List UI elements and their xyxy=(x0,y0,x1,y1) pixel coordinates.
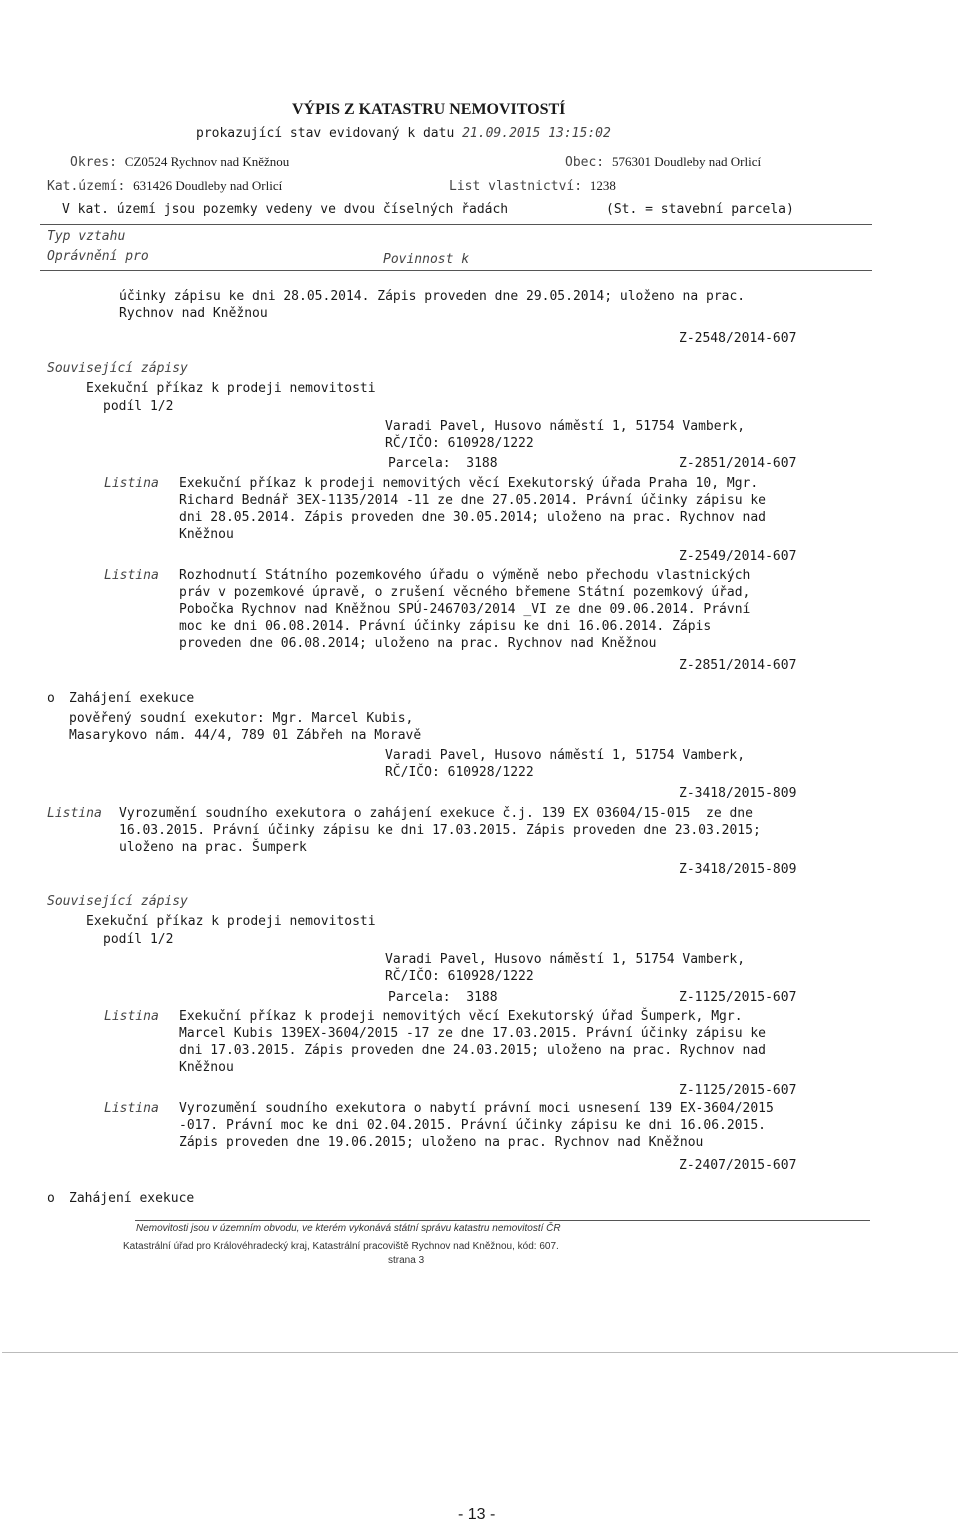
povinnost-k-label: Povinnost k xyxy=(383,252,470,267)
rady-note: V kat. území jsou pozemky vedeny ve dvou číselných řadách xyxy=(62,202,509,217)
scan-edge-line xyxy=(2,1352,958,1353)
listina-label: Listina xyxy=(104,1009,159,1024)
bullet: o xyxy=(47,1191,55,1206)
footer-page-label: strana 3 xyxy=(388,1255,425,1266)
bullet: o xyxy=(47,691,55,706)
parcela-row: Parcela: 3188 xyxy=(388,456,498,471)
podil-label: podíl 1/2 xyxy=(103,932,174,947)
parcela-value: 3188 xyxy=(466,990,498,1005)
document-title: VÝPIS Z KATASTRU NEMOVITOSTÍ xyxy=(292,101,566,118)
listina-text: Rozhodnutí Státního pozemkového úřadu o výměně nebo přechodu vlastnických práv v pozemkové úpravě, o zrušení věcného břemene Státní pozemkový úřad, Pobočka Rychnov nad Kněžnou SPÚ-246703/2014 _VI ze dne 09.06.2014. Právní moc ke dni 06.08.2014. Právní účinky zápisu ke dni 16.06.2014. Zápis proveden dne 06.08.2014; uloženo na prac. Rychnov nad Kněžnou xyxy=(179,568,751,651)
parcela-value: 3188 xyxy=(466,456,498,471)
listina-text: Vyrozumění soudního exekutora o nabytí právní moci usnesení 139 EX-3604/2015 -017. Právní moc ke dni 02.04.2015. Právní účinky zápisu ke dni 16.06.2015. Zápis proveden dne 19.06.2015; uloženo na prac. Rychnov nad Kněžnou xyxy=(179,1101,774,1150)
listina-text: Vyrozumění soudního exekutora o zahájení exekuce č.j. 139 EX 03604/15-015 ze dne 16.03.2015. Právní účinky zápisu ke dni 17.03.2015. Zápis proveden dne 23.03.2015; uloženo na prac. Šumperk xyxy=(119,806,761,855)
katuzemi-row: Kat.území: 631426 Doudleby nad Orlicí xyxy=(47,178,283,194)
header-divider-top xyxy=(40,224,872,225)
lv-row: List vlastnictví: 1238 xyxy=(449,178,616,194)
rady-legend: (St. = stavební parcela) xyxy=(606,202,794,217)
footer-divider xyxy=(135,1220,870,1221)
ref-z-3418: Z-3418/2015-809 xyxy=(679,786,797,801)
page-number: - 13 - xyxy=(458,1506,496,1523)
parcela-row: Parcela: 3188 xyxy=(388,990,498,1005)
ref-z-2548: Z-2548/2014-607 xyxy=(679,331,797,346)
ref-z-2549: Z-2549/2014-607 xyxy=(679,549,797,564)
owner-block: Varadi Pavel, Husovo náměstí 1, 51754 Vamberk, RČ/IČO: 610928/1222 xyxy=(385,952,746,984)
listina-label: Listina xyxy=(104,1101,159,1116)
exekucni-prikaz-heading: Exekuční příkaz k prodeji nemovitosti xyxy=(86,381,376,396)
footer-line1: Nemovitosti jsou v územním obvodu, ve kterém vykonává státní správu katastru nemovitostí ČR xyxy=(136,1223,561,1234)
okres-value: CZ0524 Rychnov nad Kněžnou xyxy=(124,154,290,169)
ref-z-2851: Z-2851/2014-607 xyxy=(679,658,797,673)
zahajeni-exekuce-heading: Zahájení exekuce xyxy=(69,691,195,706)
exekutor-block: pověřený soudní exekutor: Mgr. Marcel Kubis, Masarykovo nám. 44/4, 789 01 Zábřeh na Moravě xyxy=(69,711,422,743)
listina-label: Listina xyxy=(104,476,159,491)
listina-label: Listina xyxy=(104,568,159,583)
souvisejici-zapisy-label: Související zápisy xyxy=(47,894,188,909)
ref-z-3418: Z-3418/2015-809 xyxy=(679,862,797,877)
exekucni-prikaz-heading: Exekuční příkaz k prodeji nemovitosti xyxy=(86,914,376,929)
owner-block: Varadi Pavel, Husovo náměstí 1, 51754 Vamberk, RČ/IČO: 610928/1222 xyxy=(385,748,746,780)
section1-intro: účinky zápisu ke dni 28.05.2014. Zápis proveden dne 29.05.2014; uloženo na prac. Rychnov nad Kněžnou xyxy=(119,289,746,321)
subtitle-datetime: 21.09.2015 13:15:02 xyxy=(462,126,611,141)
obec-value: 576301 Doudleby nad Orlicí xyxy=(611,154,762,169)
souvisejici-zapisy-label: Související zápisy xyxy=(47,361,188,376)
listina-text: Exekuční příkaz k prodeji nemovitých věcí Exekutorský úřada Praha 10, Mgr. Richard Bednář 3EX-1135/2014 -11 ze dne 27.05.2014. Právní účinky zápisu ke dni 28.05.2014. Zápis proveden dne 30.05.2014; uloženo na prac. Rychnov nad Kněžnou xyxy=(179,476,766,542)
ref-z-2851: Z-2851/2014-607 xyxy=(679,456,797,471)
footer-line2: Katastrální úřad pro Královéhradecký kraj, Katastrální pracoviště Rychnov nad Kněžnou, kód: 607. xyxy=(123,1241,559,1252)
zahajeni-exekuce-heading: Zahájení exekuce xyxy=(69,1191,195,1206)
ref-z-1125: Z-1125/2015-607 xyxy=(679,1083,797,1098)
typ-vztahu-label: Typ vztahu xyxy=(47,229,126,244)
katuzemi-value: 631426 Doudleby nad Orlicí xyxy=(133,178,283,193)
okres-row: Okres: CZ0524 Rychnov nad Kněžnou xyxy=(70,154,290,170)
header-divider-bottom xyxy=(40,270,872,271)
podil-label: podíl 1/2 xyxy=(103,399,174,414)
opravneni-pro-label: Oprávnění pro xyxy=(47,249,149,264)
subtitle: prokazující stav evidovaný k datu 21.09.2015 13:15:02 xyxy=(196,126,611,141)
owner-block: Varadi Pavel, Husovo náměstí 1, 51754 Vamberk, RČ/IČO: 610928/1222 xyxy=(385,419,746,451)
obec-row: Obec: 576301 Doudleby nad Orlicí xyxy=(565,154,762,170)
listina-text: Exekuční příkaz k prodeji nemovitých věcí Exekutorský úřad Šumperk, Mgr. Marcel Kubis 139EX-3604/2015 -17 ze dne 17.03.2015. Právní účinky zápisu ke dni 17.03.2015. Zápis proveden dne 24.03.2015; uloženo na prac. Rychnov nad Kněžnou xyxy=(179,1009,766,1075)
lv-value: 1238 xyxy=(589,178,616,193)
listina-label: Listina xyxy=(47,806,102,821)
ref-z-2407: Z-2407/2015-607 xyxy=(679,1158,797,1173)
ref-z-1125: Z-1125/2015-607 xyxy=(679,990,797,1005)
